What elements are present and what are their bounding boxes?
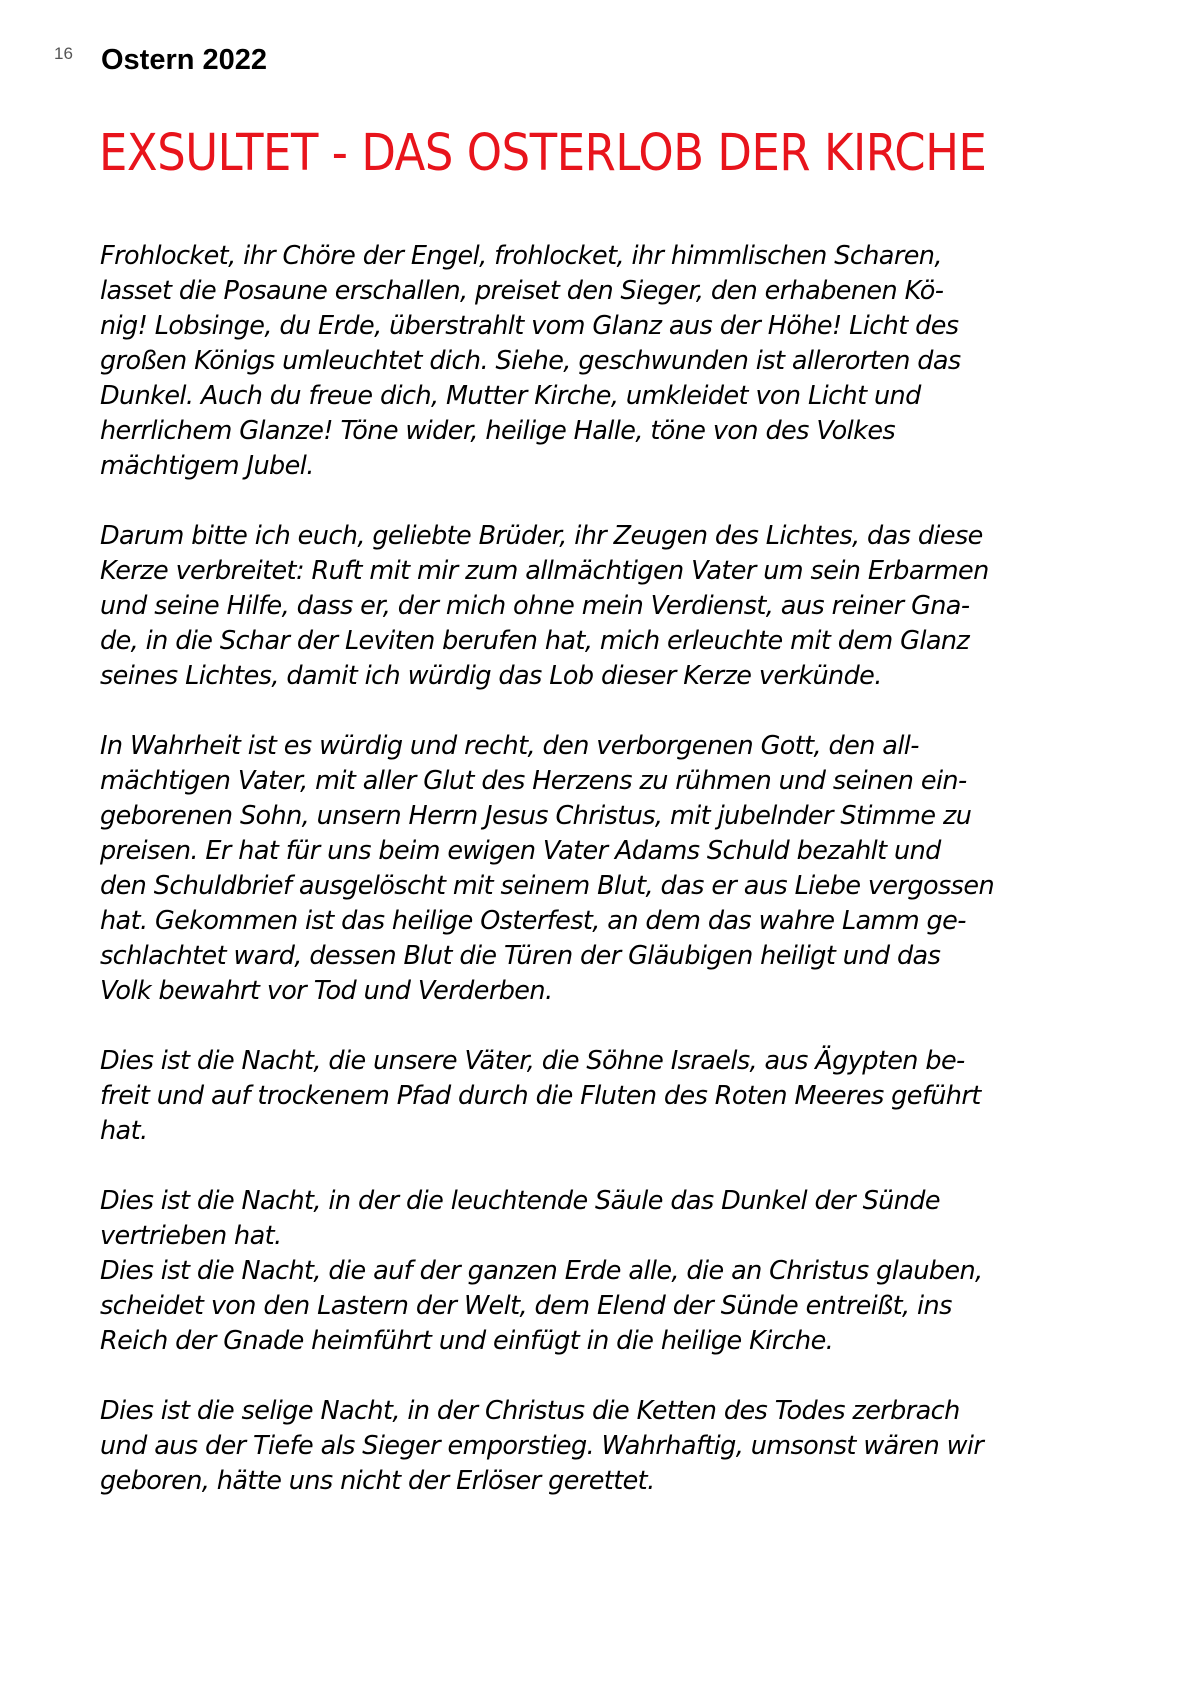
- running-header: Ostern 2022: [101, 44, 268, 76]
- paragraph-3: In Wahrheit ist es würdig und recht, den verborgenen Gott, den all- mächtigen Vater, mit aller Glut des Herzens zu rühmen und seinen ein- geborenen Sohn, unsern Herrn Jesus Christus, mit jubelnder Stimme zu preisen. Er hat für uns beim ewigen Vater Adams Schuld bezahlt und den Schuldbrief ausgelöscht mit seinem Blut, das er aus Liebe vergossen hat. Gekommen ist das heilige Osterfest, an dem das wahre Lamm ge- schlachtet ward, dessen Blut die Türen der Gläubigen heiligt und das Volk bewahrt vor Tod und Verderben.: [100, 731, 995, 1006]
- paragraph-2: Darum bitte ich euch, geliebte Brüder, ihr Zeugen des Lichtes, das diese Kerze verbreitet: Ruft mit mir zum allmächtigen Vater um sein Erbarmen und seine Hilfe, dass er, der mich ohne mein Verdienst, aus reiner Gna- de, in die Schar der Leviten berufen hat, mich erleuchte mit dem Glanz seines Lichtes, damit ich würdig das Lob dieser Kerze verkünde.: [100, 521, 989, 691]
- page-title: EXSULTET - DAS OSTERLOB DER KIRCHE: [99, 124, 987, 183]
- paragraph-7: Dies ist die selige Nacht, in der Christus die Ketten des Todes zerbrach und aus der Tiefe als Sieger emporstieg. Wahrhaftig, umsonst wären wir geboren, hätte uns nicht der Erlöser gerettet.: [100, 1396, 984, 1496]
- paragraph-6: Dies ist die Nacht, die auf der ganzen Erde alle, die an Christus glauben, scheidet von den Lastern der Welt, dem Elend der Sünde entreißt, ins Reich der Gnade heimführt und einfügt in die heilige Kirche.: [100, 1256, 983, 1356]
- paragraph-4: Dies ist die Nacht, die unsere Väter, die Söhne Israels, aus Ägypten be- freit und auf trockenem Pfad durch die Fluten des Roten Meeres geführt hat.: [100, 1046, 981, 1146]
- paragraph-1: Frohlocket, ihr Chöre der Engel, frohlocket, ihr himmlischen Scharen, lasset die Posaune erschallen, preiset den Sieger, den erhabenen Kö- nig! Lobsinge, du Erde, überstrahlt vom Glanz aus der Höhe! Licht des großen Königs umleuchtet dich. Siehe, geschwunden ist allerorten das Dunkel. Auch du freue dich, Mutter Kirche, umkleidet von Licht und herrlichem Glanze! Töne wider, heilige Halle, töne von des Volkes mächtigem Jubel.: [100, 241, 961, 481]
- page-number: 16: [54, 44, 73, 63]
- paragraph-5: Dies ist die Nacht, in der die leuchtende Säule das Dunkel der Sünde vertrieben hat.: [100, 1186, 940, 1251]
- body-text: [100, 239, 1102, 1499]
